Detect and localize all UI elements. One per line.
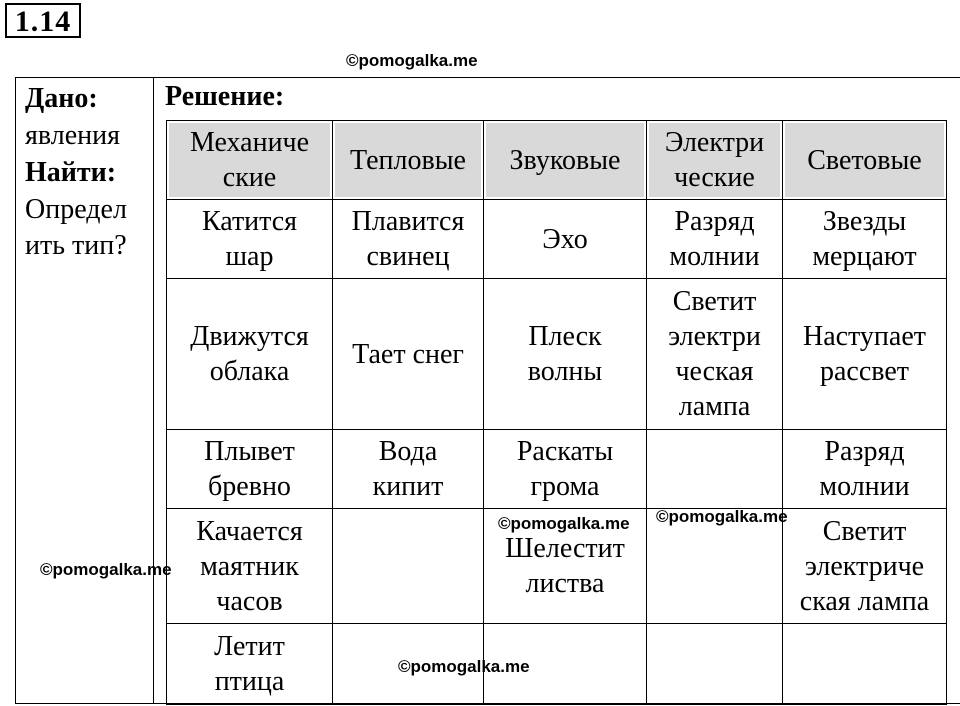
- given-value: явления: [25, 120, 120, 151]
- table-row: [167, 624, 947, 705]
- given-column: [25, 80, 150, 264]
- header-cell: [333, 121, 484, 200]
- cell-line: рассвет: [819, 356, 909, 387]
- cell-line: электри: [668, 321, 761, 352]
- cell-line: ские: [222, 162, 277, 193]
- table-row: [167, 430, 947, 509]
- watermark: ©pomogalka.me: [398, 657, 530, 676]
- cell-line: листва: [525, 568, 605, 599]
- cell-line: молнии: [819, 471, 910, 502]
- cell-line: Разряд: [824, 436, 905, 467]
- cell-line: ская лампа: [799, 585, 930, 617]
- cell-line: Звуковые: [509, 144, 621, 176]
- table-row: [167, 200, 947, 279]
- phenomena-table: [166, 120, 947, 705]
- header-cell: [783, 121, 947, 200]
- cell-line: Качается: [196, 515, 303, 547]
- cell-line: птица: [214, 666, 285, 697]
- find-value-line-1: Определ: [25, 194, 127, 225]
- cell-line: мерцают: [812, 241, 917, 272]
- cell-line: Летит: [214, 631, 285, 662]
- cell-line: молнии: [669, 241, 760, 272]
- watermark: ©pomogalka.me: [346, 51, 478, 70]
- table-cell: [647, 430, 783, 509]
- cell-line: Эхо: [542, 223, 588, 255]
- cell-line: Раскаты: [516, 436, 614, 467]
- header-cell: [167, 121, 333, 200]
- table-cell: [167, 509, 333, 624]
- solution-label: Решение:: [165, 81, 285, 112]
- header-row: [167, 121, 947, 200]
- cell-line: облака: [209, 356, 290, 387]
- cell-line: Плавится: [351, 206, 465, 237]
- cell-line: бревно: [208, 471, 291, 502]
- column-divider: [153, 77, 154, 704]
- table-cell: [484, 200, 647, 279]
- table-cell: [783, 200, 947, 279]
- cell-line: кипит: [372, 471, 444, 502]
- cell-line: лампа: [678, 391, 751, 422]
- table-cell: [783, 430, 947, 509]
- cell-line: ческие: [674, 162, 755, 193]
- table-cell: [333, 509, 484, 624]
- table-cell: [167, 430, 333, 509]
- table-cell: [333, 430, 484, 509]
- cell-line: Вода: [378, 436, 438, 467]
- find-value-line-2: ить тип?: [25, 230, 127, 261]
- cell-line: Светит: [822, 515, 907, 547]
- find-label: Найти:: [25, 157, 117, 188]
- table-cell: [167, 200, 333, 279]
- table-cell: [647, 200, 783, 279]
- cell-line: Электри: [664, 127, 765, 158]
- table-cell: [783, 279, 947, 430]
- cell-line: Плывет: [204, 436, 295, 467]
- cell-line: Тепловые: [350, 144, 466, 176]
- given-label: Дано:: [25, 83, 98, 114]
- watermark: ©pomogalka.me: [40, 560, 172, 579]
- watermark: ©pomogalka.me: [656, 507, 788, 526]
- table-cell: [647, 624, 783, 705]
- table-cell: [167, 624, 333, 705]
- cell-line: Звезды: [822, 206, 907, 237]
- table-cell: [484, 430, 647, 509]
- cell-line: волны: [527, 356, 603, 387]
- cell-line: шар: [225, 241, 274, 272]
- cell-line: маятник: [200, 550, 299, 582]
- table-cell: [333, 279, 484, 430]
- table-cell: [333, 200, 484, 279]
- cell-line: Механиче: [189, 127, 310, 158]
- header-cell: [484, 121, 647, 200]
- header-cell: [647, 121, 783, 200]
- cell-line: часов: [216, 585, 283, 617]
- cell-line: Разряд: [674, 206, 755, 237]
- cell-line: Наступает: [802, 321, 927, 352]
- cell-line: Движутся: [190, 321, 309, 352]
- cell-line: свинец: [366, 241, 450, 272]
- cell-line: Тает снег: [352, 338, 464, 370]
- table-cell: [783, 624, 947, 705]
- table-cell: [647, 279, 783, 430]
- cell-line: грома: [530, 471, 600, 502]
- cell-line: ческая: [675, 356, 754, 387]
- table-cell: [783, 509, 947, 624]
- cell-line: Шелестит: [505, 533, 625, 564]
- cell-line: электриче: [804, 550, 925, 582]
- table-cell: [167, 279, 333, 430]
- cell-line: Катится: [201, 206, 298, 237]
- table-cell: [484, 279, 647, 430]
- table-row: [167, 279, 947, 430]
- watermark: ©pomogalka.me: [498, 514, 630, 533]
- cell-line: Светит: [672, 286, 757, 317]
- cell-line: Плеск: [528, 321, 602, 352]
- cell-line: Световые: [807, 144, 922, 176]
- problem-number: 1.14: [5, 3, 81, 38]
